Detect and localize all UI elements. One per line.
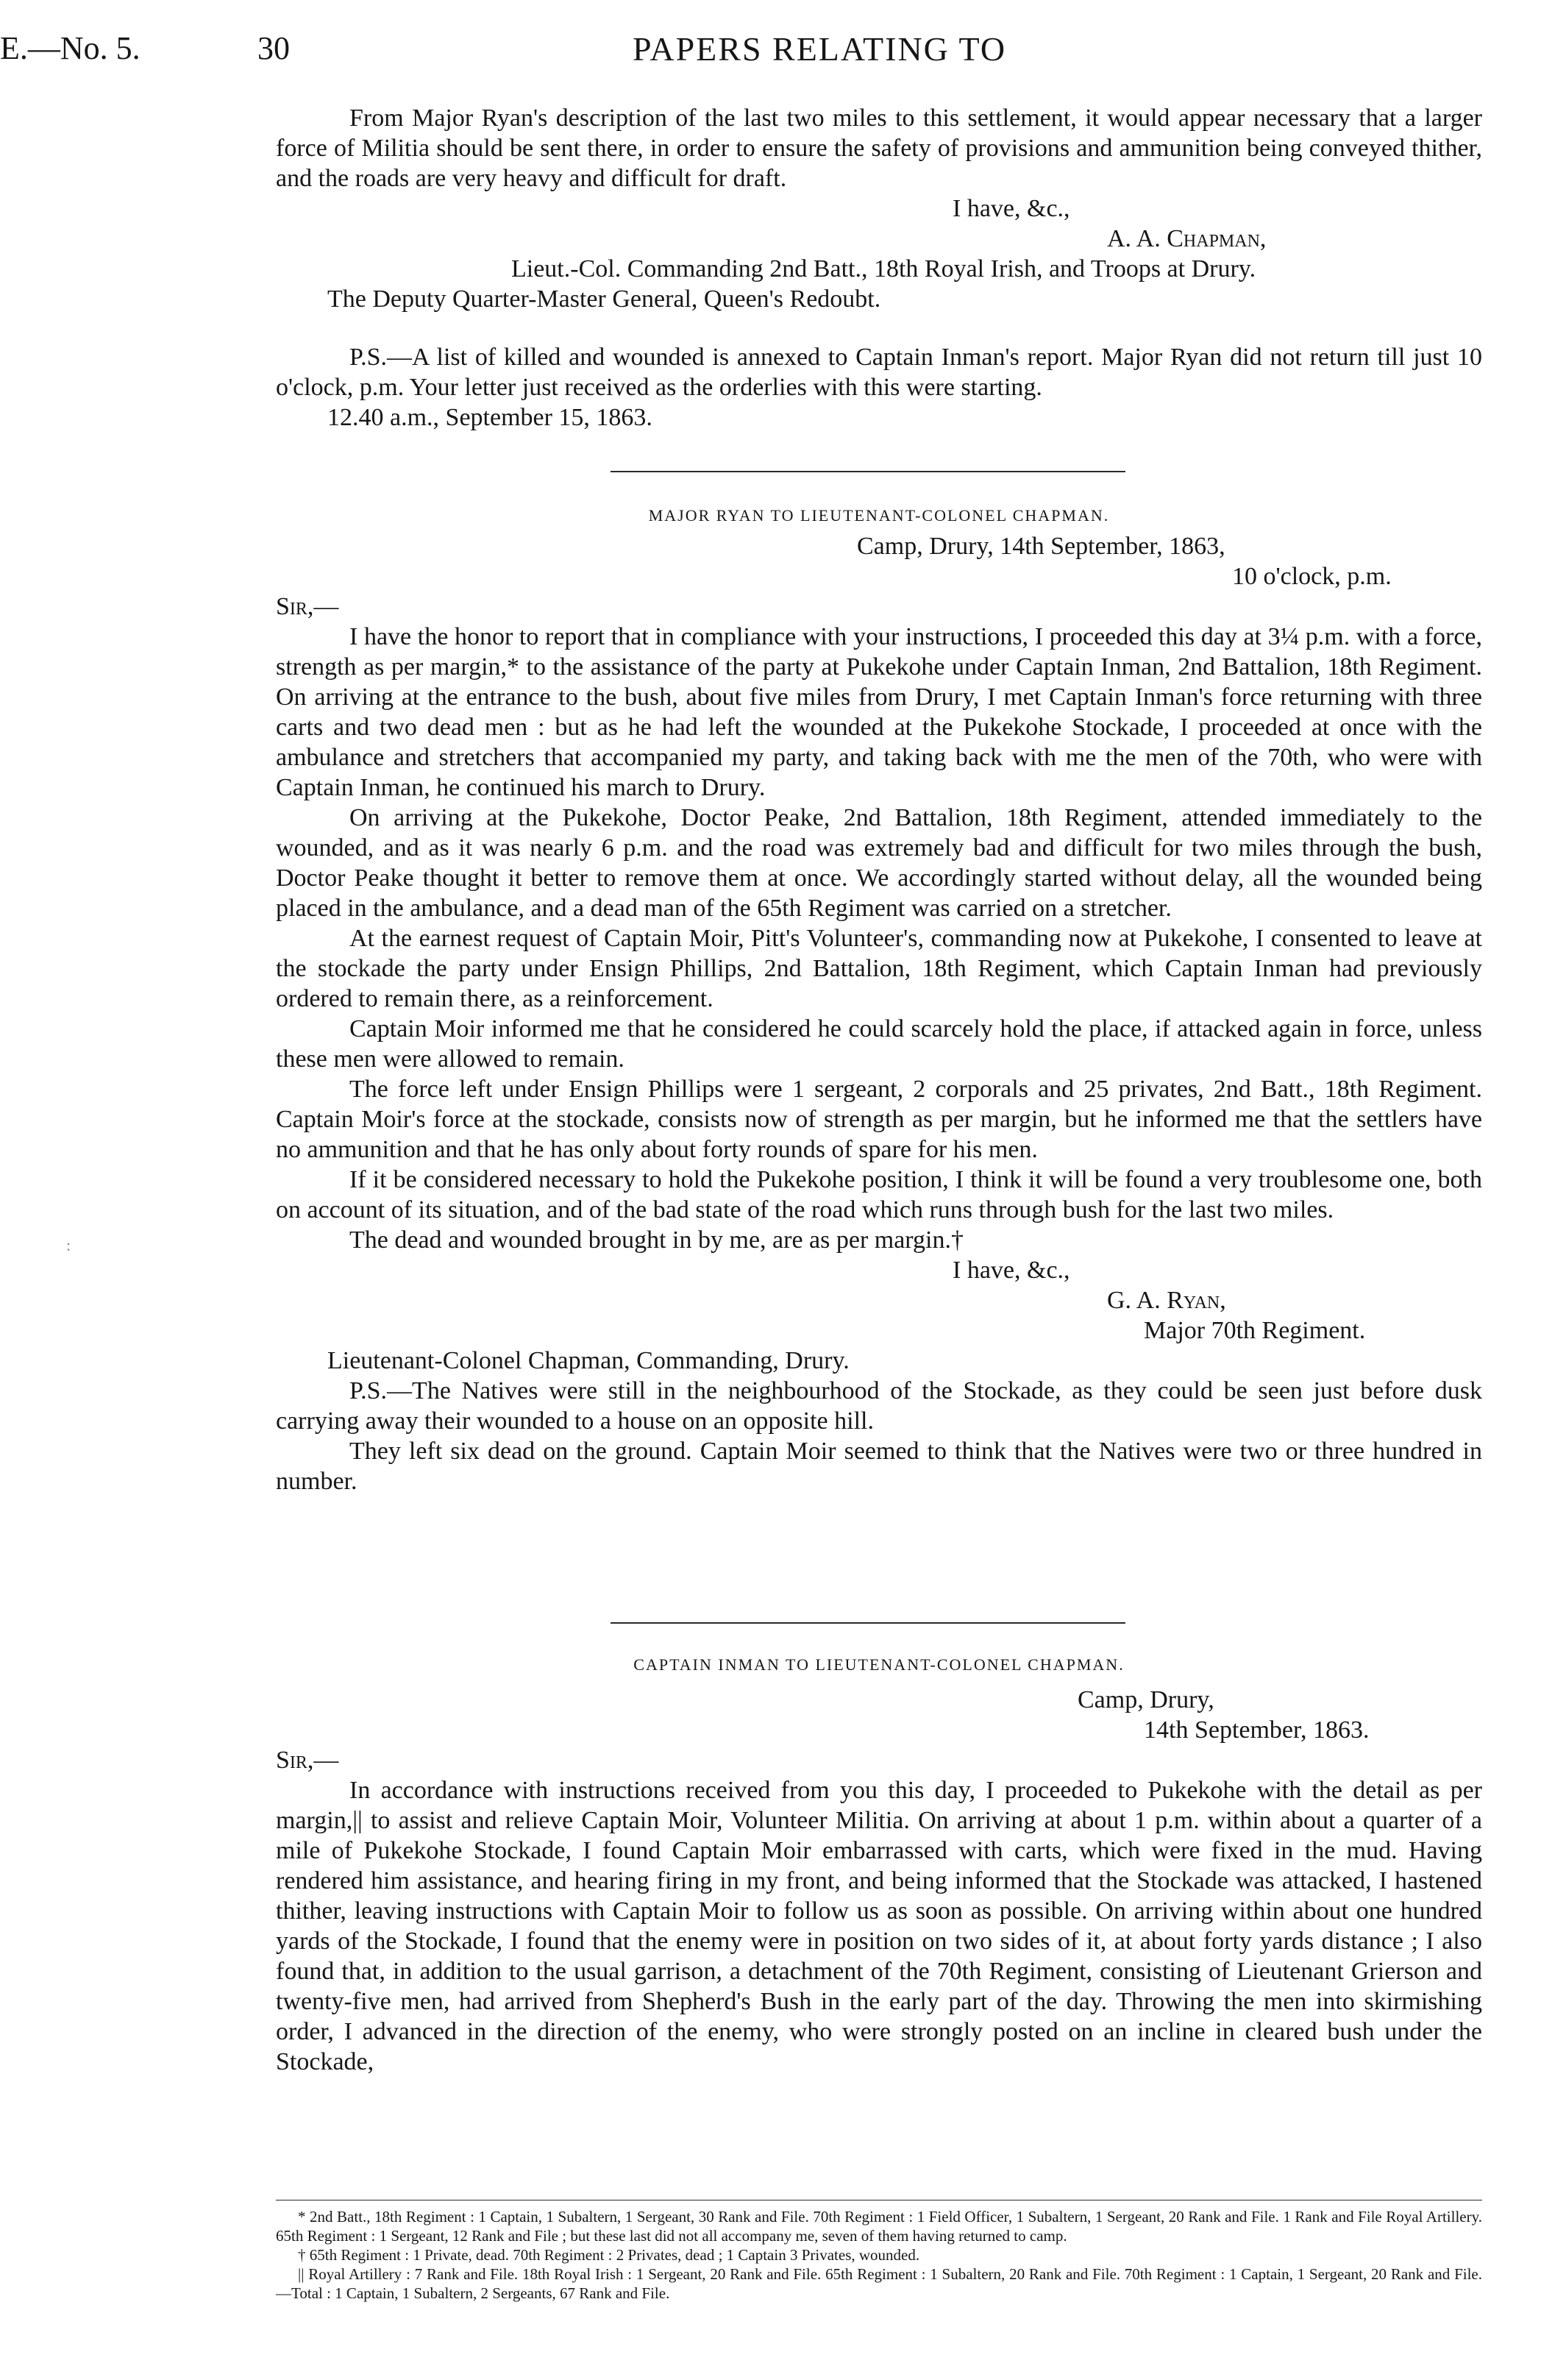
signatory-rank: Major 70th Regiment. — [1144, 1317, 1366, 1344]
page-number: 30 — [257, 30, 290, 66]
signatory-rank: Lieut.-Col. Commanding 2nd Batt., 18th Royal Irish, and Troops at Drury. — [511, 255, 1256, 283]
document-reference: E.—No. 5. — [0, 30, 140, 66]
letter-heading: MAJOR RYAN TO LIEUTENANT-COLONEL CHAPMAN. — [648, 506, 1110, 525]
postscript: P.S.—A list of killed and wounded is annexed to Captain Inman's report. Major Ryan did not return till just 10 o'clock, p.m. Your letter just received as the orderlies with this were starting. — [276, 344, 1482, 401]
addressee: Lieutenant-Colonel Chapman, Commanding, Drury. — [327, 1347, 850, 1374]
postscript-continued: They left six dead on the ground. Captain Moir seemed to think that the Natives were two or three hundred in number. — [276, 1438, 1482, 1495]
place-date: Camp, Drury, 14th September, 1863, — [857, 533, 1225, 560]
postscript-time: 12.40 a.m., September 15, 1863. — [327, 404, 652, 431]
closing-formula: I have, &c., — [953, 195, 1070, 222]
letter-ryan-to-chapman — [276, 531, 1482, 1496]
signature: G. A. Ryan, — [1107, 1287, 1226, 1314]
running-title: PAPERS RELATING TO — [633, 30, 1007, 68]
letter-inman-to-chapman — [276, 1685, 1482, 2077]
margin-notes — [276, 2207, 1482, 2303]
letter-heading: CAPTAIN INMAN TO LIEUTENANT-COLONEL CHAPMAN. — [633, 1655, 1125, 1674]
section-divider — [611, 1622, 1125, 1624]
letter-chapman-continuation — [276, 103, 1482, 433]
body-paragraph: In accordance with instructions received from you this day, I proceeded to Pukekohe with the detail as per margin,|| to assist and relieve Captain Moir, Volunteer Militia. On arriving at about 1 p.m. within about a quarter of a mile of Pukekohe Stockade, I found Captain Moir embarrassed with carts, which were fixed in the mud. Having rendered him assistance, and hearing firing in my front, and being informed that the Stockade was attacked, I hastened thither, leaving instructions with Captain Moir to follow us as soon as possible. On arriving within about one hundred yards of the Stockade, I found that the enemy were in position on two sides of it, at about forty yards distance ; I also found that, in addition to the usual garrison, a detachment of the 70th Regiment, consisting of Lieutenant Grierson and twenty-five men, had arrived from Shepherd's Bush in the early part of the day. Throwing the men into skirmishing order, I advanced in the direction of the enemy, who were strongly posted on an incline in cleared bush under the Stockade, — [276, 1777, 1482, 2075]
body-paragraph: The dead and wounded brought in by me, are as per margin.† — [349, 1226, 964, 1254]
scan-speck: : — [66, 1236, 71, 1254]
place-line: Camp, Drury, — [1078, 1686, 1214, 1713]
closing-formula: I have, &c., — [953, 1257, 1070, 1284]
signature: A. A. Chapman, — [1107, 225, 1267, 252]
body-paragraph: If it be considered necessary to hold the Pukekohe position, I think it will be found a very troublesome one, both on account of its situation, and of the bad state of the road which runs through bush for the last two miles. — [276, 1166, 1482, 1223]
footnote: † 65th Regiment : 1 Private, dead. 70th Regiment : 2 Privates, dead ; 1 Captain 3 Privates, wounded. — [298, 2246, 920, 2264]
body-paragraph: I have the honor to report that in compliance with your instructions, I proceeded this day at 3¼ p.m. with a force, strength as per margin,* to the assistance of the party at Pukekohe under Captain Inman, 2nd Battalion, 18th Regiment. On arriving at the entrance to the bush, about five miles from Drury, I met Captain Inman's force returning with three carts and two dead men : but as he had left the wounded at the Pukekohe Stockade, I proceeded at once with the ambulance and stretchers that accompanied my party, and taking back with me the men of the 70th, who were with Captain Inman, he continued his march to Drury. — [276, 623, 1482, 801]
footnote: || Royal Artillery : 7 Rank and File. 18th Royal Irish : 1 Sergeant, 20 Rank and File. 65th Regiment : 1 Subaltern, 20 Rank and File. 70th Regiment : 1 Captain, 1 Sergeant, 20 Rank and File.—Total : 1 Captain, 1 Subaltern, 2 Sergeants, 67 Rank and File. — [276, 2265, 1482, 2302]
body-paragraph: From Major Ryan's description of the last two miles to this settlement, it would appear necessary that a larger force of Militia should be sent there, in order to ensure the safety of provisions and ammunition being conveyed thither, and the roads are very heavy and difficult for draft. — [276, 104, 1482, 192]
body-paragraph: The force left under Ensign Phillips were 1 sergeant, 2 corporals and 25 privates, 2nd Batt., 18th Regiment. Captain Moir's force at the stockade, consists now of strength as per margin, but he informed me that the settlers have no ammunition and that he has only about forty rounds of spare for his men. — [276, 1076, 1482, 1163]
section-divider — [611, 471, 1125, 472]
date-line: 14th September, 1863. — [1144, 1716, 1370, 1744]
body-paragraph: Captain Moir informed me that he considered he could scarcely hold the place, if attacked again in force, unless these men were allowed to remain. — [276, 1015, 1482, 1073]
running-header — [0, 29, 1541, 81]
addressee: The Deputy Quarter-Master General, Queen's Redoubt. — [327, 285, 881, 313]
postscript: P.S.—The Natives were still in the neighbourhood of the Stockade, as they could be seen just before dusk carrying away their wounded to a house on an opposite hill. — [276, 1377, 1482, 1435]
body-paragraph: At the earnest request of Captain Moir, Pitt's Volunteer's, commanding now at Pukekohe, I consented to leave at the stockade the party under Ensign Phillips, 2nd Battalion, 18th Regiment, which Captain Inman had previously ordered to remain there, as a reinforcement. — [276, 925, 1482, 1012]
salutation: Sir,— — [276, 593, 339, 620]
time-line: 10 o'clock, p.m. — [1232, 563, 1392, 590]
footnote: * 2nd Batt., 18th Regiment : 1 Captain, 1 Subaltern, 1 Sergeant, 30 Rank and File. 70th Regiment : 1 Field Officer, 1 Subaltern, 1 Sergeant, 20 Rank and File. 1 Rank and File Royal Artillery. 65th Regiment : 1 Sergeant, 12 Rank and File ; but these last did not all accompany me, seven of them having returned to camp. — [276, 2208, 1482, 2245]
salutation: Sir,— — [276, 1747, 339, 1774]
body-paragraph: On arriving at the Pukekohe, Doctor Peake, 2nd Battalion, 18th Regiment, attended immediately to the wounded, and as it was nearly 6 p.m. and the road was extremely bad and difficult for two miles through the bush, Doctor Peake thought it better to remove them at once. We accordingly started without delay, all the wounded being placed in the ambulance, and a dead man of the 65th Regiment was carried on a stretcher. — [276, 804, 1482, 922]
